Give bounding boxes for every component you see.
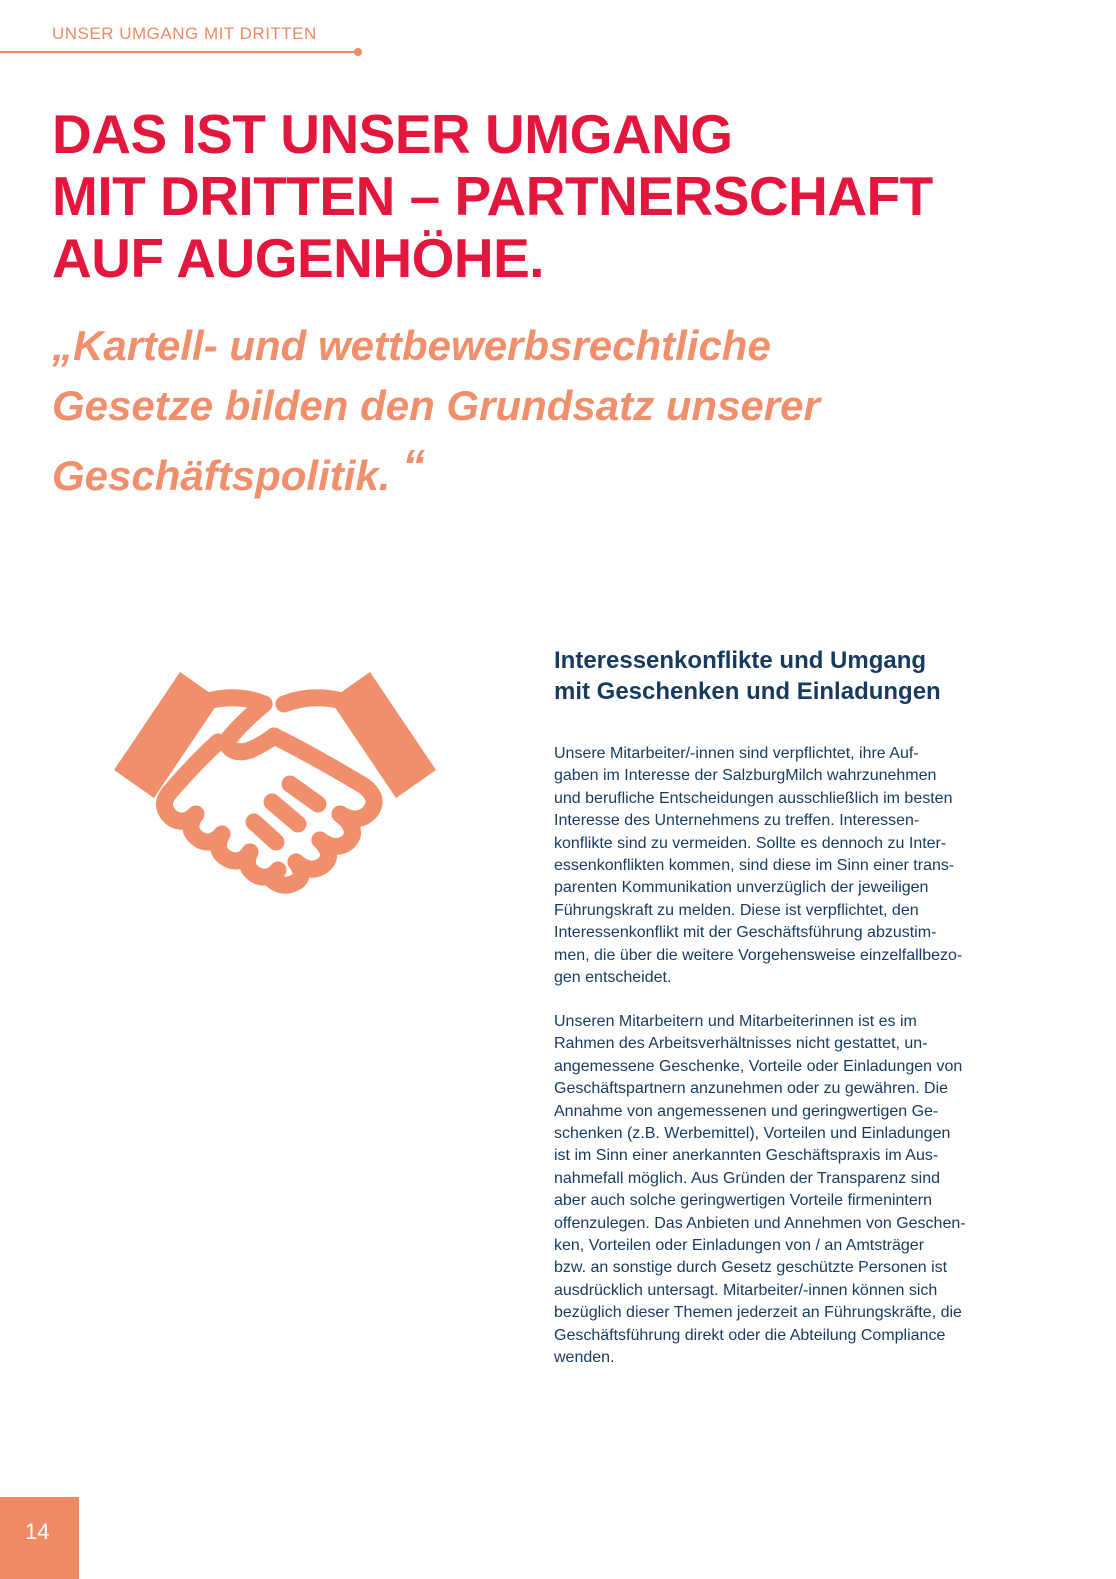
paragraph-line: ausdrücklich untersagt. Mitarbeiter/-innen können sich — [554, 1281, 938, 1299]
paragraph-line: Geschäftspartnern anzunehmen oder zu gewähren. Die — [554, 1080, 949, 1098]
section-heading-line: Interessenkonflikte und Umgang — [554, 647, 927, 674]
header-rule-dot — [354, 48, 362, 56]
page-title-line: DAS IST UNSER UMGANG — [52, 103, 733, 165]
paragraph-line: nahmefall möglich. Aus Gründen der Transparenz sind — [554, 1169, 940, 1187]
page-number: 14 — [25, 1519, 50, 1544]
header-rule — [0, 51, 358, 53]
section-heading-line: mit Geschenken und Einladungen — [554, 678, 941, 705]
paragraph-line: ken, Vorteilen oder Einladungen von / an Amtsträger — [554, 1237, 925, 1255]
paragraph-line: Führungskraft zu melden. Diese ist verpflichtet, den — [554, 901, 919, 919]
paragraph-line: bzw. an sonstige durch Gesetz geschützte Personen ist — [554, 1259, 948, 1277]
body-paragraph-conflicts — [554, 743, 1044, 989]
paragraph-line: wenden. — [554, 1349, 615, 1367]
pull-quote-line: „Kartell- und wettbewerbsrechtliche — [52, 322, 771, 369]
paragraph-line: angemessene Geschenke, Vorteile oder Einladungen von — [554, 1057, 963, 1075]
paragraph-line: offenzulegen. Das Anbieten und Annehmen von Geschen- — [554, 1214, 966, 1232]
pull-quote-text: Geschäftspolitik. — [52, 452, 403, 499]
paragraph-line: Interesse des Unternehmens zu treffen. Interessen- — [554, 812, 920, 830]
paragraph-line: essenkonflikten kommen, sind diese im Sinn einer trans- — [554, 857, 955, 875]
page-title-line: AUF AUGENHÖHE. — [52, 227, 545, 289]
paragraph-line: gaben im Interesse der SalzburgMilch wahrzunehmen — [554, 767, 937, 785]
paragraph-line: Geschäftsführung direkt oder die Abteilung Compliance — [554, 1326, 946, 1344]
paragraph-line: Rahmen des Arbeitsverhältnisses nicht gestattet, un- — [554, 1035, 928, 1053]
pull-quote — [52, 316, 1052, 506]
closing-quote-mark: “ — [402, 440, 426, 492]
paragraph-line: men, die über die weitere Vorgehensweise einzelfallbezo- — [554, 946, 963, 964]
body-paragraph-gifts — [554, 1011, 1044, 1370]
section-heading — [554, 645, 1054, 707]
pull-quote-line: Gesetze bilden den Grundsatz unserer — [52, 382, 820, 429]
paragraph-line: Unseren Mitarbeitern und Mitarbeiterinnen ist es im — [554, 1013, 917, 1030]
paragraph-line: schenken (z.B. Werbemittel), Vorteilen und Einladungen — [554, 1125, 951, 1143]
paragraph-line: bezüglich dieser Themen jederzeit an Führungskräfte, die — [554, 1304, 962, 1322]
section-header-label: UNSER UMGANG MIT DRITTEN — [52, 24, 317, 43]
page-title — [52, 103, 1052, 289]
paragraph-line: ist im Sinn einer anerkannten Geschäftspraxis im Aus- — [554, 1147, 939, 1165]
paragraph-line: Unsere Mitarbeiter/-innen sind verpflichtet, ihre Auf- — [554, 745, 919, 762]
paragraph-line: und berufliche Entscheidungen ausschließlich im besten — [554, 789, 953, 807]
paragraph-line: Interessenkonflikt mit der Geschäftsführung abzustim- — [554, 924, 937, 942]
handshake-icon — [114, 664, 436, 904]
page-number-box — [0, 1497, 79, 1579]
pull-quote-line — [52, 436, 1052, 506]
paragraph-line: Annahme von angemessenen und geringwertigen Ge- — [554, 1102, 939, 1120]
paragraph-line: parenten Kommunikation unverzüglich der jeweiligen — [554, 879, 929, 897]
paragraph-line: gen entscheidet. — [554, 969, 672, 987]
paragraph-line: aber auch solche geringwertigen Vorteile firmenintern — [554, 1192, 932, 1210]
paragraph-line: konflikte sind zu vermeiden. Sollte es dennoch zu Inter- — [554, 834, 947, 852]
page-title-line: MIT DRITTEN – PARTNERSCHAFT — [52, 165, 933, 227]
